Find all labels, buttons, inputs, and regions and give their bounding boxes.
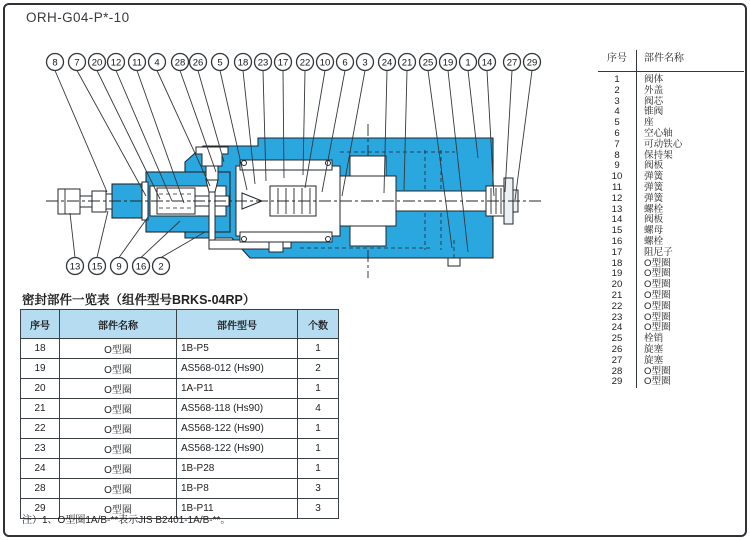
seal-table-row xyxy=(21,379,339,399)
seal-cell-no: 22 xyxy=(21,419,60,439)
parts-list-row-name: O型圈 xyxy=(644,365,671,377)
seal-table-body xyxy=(21,339,339,519)
seal-table-title: 密封部件一览表（组件型号BRKS-04RP） xyxy=(22,293,256,307)
parts-list-row-name: 阀板 xyxy=(644,160,664,172)
parts-list-column-line xyxy=(636,50,637,388)
svg-text:21: 21 xyxy=(401,57,413,69)
parts-list-row-no: 4 xyxy=(614,106,620,118)
parts-list-row-name: O型圈 xyxy=(644,300,671,312)
parts-list-row-name: 螺母 xyxy=(644,225,664,237)
parts-list-rows xyxy=(598,75,744,388)
parts-list-row xyxy=(598,377,744,388)
callout-7 xyxy=(69,54,147,197)
svg-text:23: 23 xyxy=(257,57,269,69)
callout-13 xyxy=(67,213,84,275)
seal-cell-no: 23 xyxy=(21,439,60,459)
parts-list-row-name: 弹簧 xyxy=(644,171,664,183)
seal-table-head xyxy=(21,310,339,339)
parts-list-row-no: 6 xyxy=(614,127,620,139)
parts-list-row-name: 旋塞 xyxy=(644,354,664,366)
parts-list-row-name: O型圈 xyxy=(644,257,671,269)
svg-text:24: 24 xyxy=(381,57,393,69)
parts-list-header-rule xyxy=(598,71,744,72)
parts-list-row-name: 弹簧 xyxy=(644,181,664,193)
seal-cell-name: O型圈 xyxy=(60,439,177,459)
parts-list-row-no: 2 xyxy=(614,84,620,96)
svg-text:9: 9 xyxy=(116,261,122,273)
seal-cell-name: O型圈 xyxy=(60,339,177,359)
parts-list-row-no: 15 xyxy=(611,225,623,237)
parts-list-row-name: O型圈 xyxy=(644,322,671,334)
seal-table-row xyxy=(21,399,339,419)
svg-text:17: 17 xyxy=(277,57,289,69)
parts-list-row-no: 10 xyxy=(611,171,623,183)
parts-list-row-name: 空心轴 xyxy=(644,127,673,139)
svg-text:5: 5 xyxy=(217,57,223,69)
parts-list-row-name: 弹簧 xyxy=(644,192,664,204)
parts-list-row-name: 可动铁心 xyxy=(644,138,683,150)
seal-cell-name: O型圈 xyxy=(60,499,177,519)
parts-list-row xyxy=(598,107,744,118)
parts-list-row xyxy=(598,151,744,162)
seal-cell-qty: 4 xyxy=(298,399,339,419)
seal-cell-no: 21 xyxy=(21,399,60,419)
parts-list-row-name: 阀板 xyxy=(644,214,664,226)
parts-list-row-name: 螺栓 xyxy=(644,235,664,247)
parts-list-row-name: 旋塞 xyxy=(644,343,664,355)
seal-cell-no: 18 xyxy=(21,339,60,359)
parts-list-row-no: 9 xyxy=(614,160,620,172)
svg-text:15: 15 xyxy=(91,261,103,273)
seal-table xyxy=(20,309,339,519)
parts-list-row-no: 1 xyxy=(614,74,620,85)
seal-cell-model: AS568-122 (Hs90) xyxy=(177,439,298,459)
parts-list-row-no: 14 xyxy=(611,214,623,226)
seal-header-name: 部件名称 xyxy=(60,310,177,339)
parts-list-row-name: 座 xyxy=(644,117,654,129)
seal-cell-model: 1B-P11 xyxy=(177,499,298,519)
parts-list-row-no: 20 xyxy=(611,279,623,291)
seal-table-row xyxy=(21,459,339,479)
seal-cell-model: AS568-118 (Hs90) xyxy=(177,399,298,419)
footnote: 注）1、O型圈1A/B-**表示JIS B2401-1A/B-**。 xyxy=(22,515,231,526)
parts-list-row-no: 7 xyxy=(614,138,620,150)
seal-cell-qty: 1 xyxy=(298,439,339,459)
seal-cell-qty: 1 xyxy=(298,419,339,439)
seal-table-row xyxy=(21,479,339,499)
svg-text:14: 14 xyxy=(481,57,493,69)
seal-cell-qty: 3 xyxy=(298,479,339,499)
svg-text:7: 7 xyxy=(74,57,80,69)
parts-list-row-no: 11 xyxy=(612,181,622,193)
parts-list-row-no: 3 xyxy=(614,95,620,107)
svg-text:19: 19 xyxy=(442,57,454,69)
parts-list-row xyxy=(598,75,744,86)
parts-list-row-name: 阀体 xyxy=(644,74,664,85)
parts-list-header-no: 序号 xyxy=(607,52,627,64)
parts-list-row-name: O型圈 xyxy=(644,289,671,301)
svg-text:13: 13 xyxy=(69,261,81,273)
seal-cell-qty: 1 xyxy=(298,339,339,359)
parts-list-header xyxy=(598,50,744,68)
seal-table-row xyxy=(21,419,339,439)
parts-list-row-name: 锥阀 xyxy=(644,106,664,118)
seal-table-row xyxy=(21,439,339,459)
callout-8 xyxy=(47,54,108,193)
seal-cell-model: AS568-122 (Hs90) xyxy=(177,419,298,439)
seal-cell-no: 24 xyxy=(21,459,60,479)
seal-cell-model: 1B-P5 xyxy=(177,339,298,359)
parts-list-row-name: O型圈 xyxy=(644,279,671,291)
parts-list xyxy=(598,50,744,388)
parts-list-row-no: 21 xyxy=(611,289,623,301)
parts-list-row-no: 19 xyxy=(611,268,623,280)
callout-20 xyxy=(89,54,161,200)
parts-list-header-name: 部件名称 xyxy=(644,52,684,64)
parts-list-row-no: 25 xyxy=(611,333,623,345)
svg-text:28: 28 xyxy=(174,57,186,69)
svg-text:12: 12 xyxy=(110,57,122,69)
parts-list-row-name: 栓销 xyxy=(644,333,664,345)
callout-27 xyxy=(504,54,521,193)
svg-text:11: 11 xyxy=(132,57,142,69)
adjusting-screw xyxy=(58,189,112,214)
parts-list-row xyxy=(598,86,744,97)
parts-list-row-no: 12 xyxy=(611,192,623,204)
parts-list-row-name: 螺栓 xyxy=(644,203,664,215)
seal-table-row xyxy=(21,339,339,359)
seal-header-model: 部件型号 xyxy=(177,310,298,339)
parts-list-row-no: 29 xyxy=(611,376,623,388)
seal-cell-name: O型圈 xyxy=(60,359,177,379)
parts-list-row-no: 27 xyxy=(611,354,623,366)
parts-list-row xyxy=(598,194,744,205)
seal-cell-no: 20 xyxy=(21,379,60,399)
seal-cell-name: O型圈 xyxy=(60,379,177,399)
seal-header-no: 序号 xyxy=(21,310,60,339)
parts-list-row-no: 23 xyxy=(611,311,623,323)
parts-list-row-name: 外盖 xyxy=(644,84,664,96)
parts-list-row-no: 22 xyxy=(611,300,623,312)
page-title: ORH-G04-P*-10 xyxy=(26,10,130,25)
parts-list-row-name: 保持架 xyxy=(644,149,673,161)
seal-cell-model: 1B-P28 xyxy=(177,459,298,479)
parts-list-row xyxy=(598,140,744,151)
seal-cell-name: O型圈 xyxy=(60,479,177,499)
svg-text:29: 29 xyxy=(526,57,538,69)
svg-text:6: 6 xyxy=(342,57,348,69)
svg-text:20: 20 xyxy=(91,57,103,69)
callout-15 xyxy=(89,211,109,275)
parts-list-row-no: 18 xyxy=(611,257,623,269)
seal-cell-model: 1A-P11 xyxy=(177,379,298,399)
seal-header-qty: 个数 xyxy=(298,310,339,339)
parts-list-row-no: 8 xyxy=(614,149,620,161)
callout-4 xyxy=(149,54,211,187)
seal-cell-model: 1B-P8 xyxy=(177,479,298,499)
seal-cell-qty: 1 xyxy=(298,379,339,399)
svg-text:26: 26 xyxy=(192,57,204,69)
parts-list-row-name: O型圈 xyxy=(644,268,671,280)
svg-text:10: 10 xyxy=(319,57,331,69)
svg-text:8: 8 xyxy=(52,57,58,69)
seal-cell-qty: 1 xyxy=(298,459,339,479)
parts-list-row-name: O型圈 xyxy=(644,311,671,323)
seal-cell-qty: 3 xyxy=(298,499,339,519)
seal-cell-no: 19 xyxy=(21,359,60,379)
seal-cell-no: 28 xyxy=(21,479,60,499)
svg-text:18: 18 xyxy=(237,57,249,69)
parts-list-row-name: O型圈 xyxy=(644,376,671,388)
seal-cell-model: AS568-012 (Hs90) xyxy=(177,359,298,379)
svg-text:22: 22 xyxy=(299,57,311,69)
seal-table-row xyxy=(21,359,339,379)
svg-text:2: 2 xyxy=(158,261,164,273)
callout-29 xyxy=(515,54,541,201)
callout-12 xyxy=(108,54,173,202)
parts-list-row-name: 阀芯 xyxy=(644,95,664,107)
parts-list-row-no: 16 xyxy=(611,235,623,247)
seal-cell-no: 29 xyxy=(21,499,60,519)
svg-text:27: 27 xyxy=(506,57,518,69)
svg-text:16: 16 xyxy=(135,261,147,273)
svg-text:4: 4 xyxy=(154,57,160,69)
parts-list-row xyxy=(598,248,744,259)
svg-text:3: 3 xyxy=(362,57,368,69)
parts-list-row-no: 26 xyxy=(611,343,623,355)
seal-cell-name: O型圈 xyxy=(60,399,177,419)
parts-list-row-no: 17 xyxy=(611,246,623,258)
parts-list-row-name: 阻尼子 xyxy=(644,246,673,258)
seal-cell-name: O型圈 xyxy=(60,419,177,439)
seal-cell-qty: 2 xyxy=(298,359,339,379)
parts-list-row-no: 28 xyxy=(611,365,623,377)
seal-cell-name: O型圈 xyxy=(60,459,177,479)
parts-list-row-no: 24 xyxy=(611,322,623,334)
parts-list-row-no: 5 xyxy=(614,117,620,129)
parts-list-row xyxy=(598,302,744,313)
parts-list-row xyxy=(598,356,744,367)
svg-text:25: 25 xyxy=(422,57,434,69)
svg-text:1: 1 xyxy=(465,57,471,69)
parts-list-row-no: 13 xyxy=(611,203,623,215)
